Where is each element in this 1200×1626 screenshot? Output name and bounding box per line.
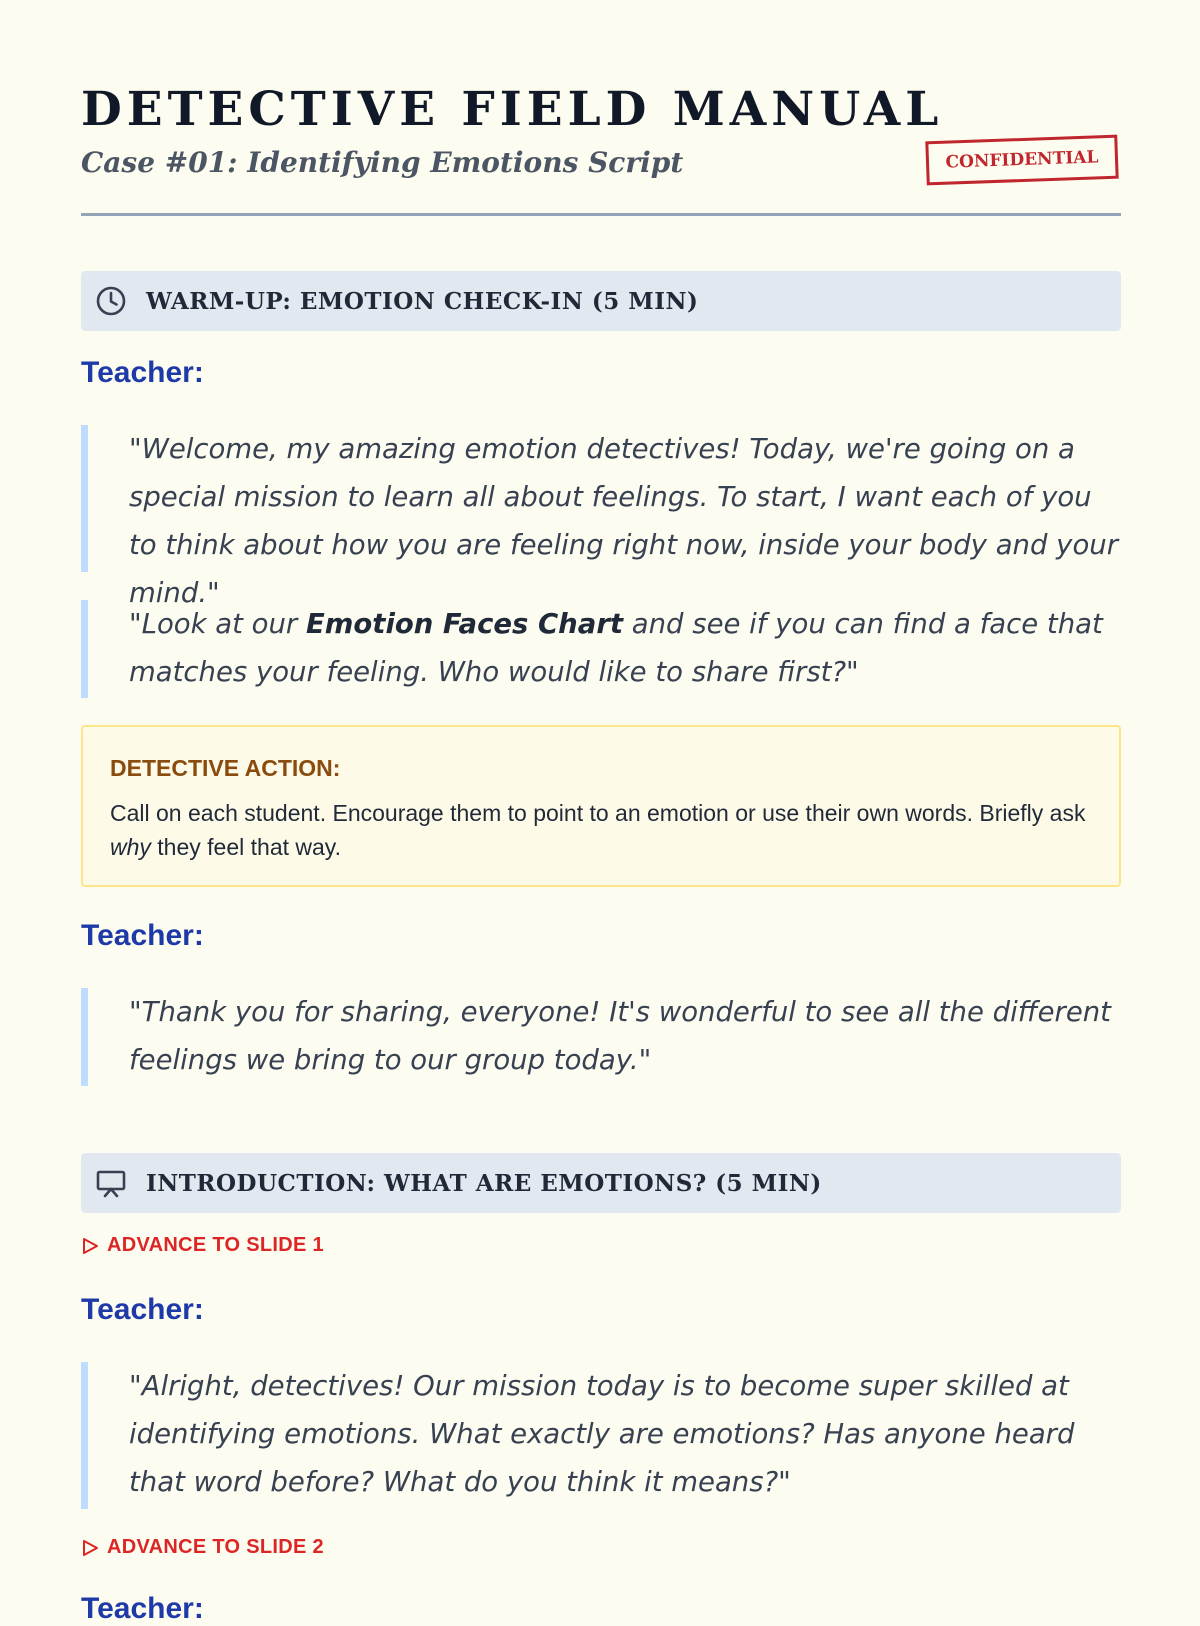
teacher-quote: "Thank you for sharing, everyone! It's wonderful to see all the different feelings we bring to our group today." — [81, 988, 1121, 1086]
section-header-warm-up — [81, 271, 1121, 331]
confidential-stamp: CONFIDENTIAL — [925, 135, 1118, 186]
detective-action-box — [81, 725, 1121, 887]
slide-cue-label: ADVANCE TO SLIDE 1 — [107, 1234, 324, 1256]
slide-cue — [81, 1536, 324, 1559]
detective-action-title: DETECTIVE ACTION: — [110, 755, 341, 781]
speaker-label: Teacher: — [81, 919, 204, 952]
quote-text: and see if you can find a face that matches your feeling. Who would like to share first?" — [129, 608, 1103, 688]
emotion-faces-chart-reference: Emotion Faces Chart — [305, 608, 624, 640]
page-subtitle: Case #01: Identifying Emotions Script — [81, 146, 684, 179]
speaker-label: Teacher: — [81, 356, 204, 389]
play-triangle-icon — [81, 1538, 101, 1558]
presentation-icon — [94, 1166, 128, 1200]
script-page — [81, 0, 1121, 1625]
page-title: DETECTIVE FIELD MANUAL — [81, 82, 944, 137]
section-header-introduction — [81, 1153, 1121, 1213]
speaker-label: Teacher: — [81, 1293, 204, 1326]
action-text-emphasis: why — [110, 834, 151, 860]
speaker-label: Teacher: — [81, 1592, 204, 1625]
detective-action-text — [110, 796, 1093, 864]
slide-cue — [81, 1234, 324, 1257]
section-title: INTRODUCTION: WHAT ARE EMOTIONS? (5 MIN) — [146, 1169, 822, 1197]
action-text-part: Call on each student. Encourage them to point to an emotion or use their own words. Briefly ask — [110, 800, 1086, 826]
teacher-quote — [81, 600, 1121, 698]
teacher-quote: "Alright, detectives! Our mission today is to become super skilled at identifying emotions. What exactly are emotions? Has anyone heard that word before? What do you think it means?" — [81, 1362, 1121, 1509]
page-header — [81, 0, 1121, 216]
play-triangle-icon — [81, 1236, 101, 1256]
section-title: WARM-UP: EMOTION CHECK-IN (5 MIN) — [146, 287, 699, 315]
teacher-quote: "Welcome, my amazing emotion detectives! Today, we're going on a special mission to learn all about feelings. To start, I want each of you to think about how you are feeling right now, inside your body and your mind." — [81, 425, 1121, 572]
quote-text: "Look at our — [129, 608, 306, 640]
action-text-part: they feel that way. — [150, 834, 341, 860]
slide-cue-label: ADVANCE TO SLIDE 2 — [107, 1536, 324, 1558]
clock-icon — [94, 284, 128, 318]
